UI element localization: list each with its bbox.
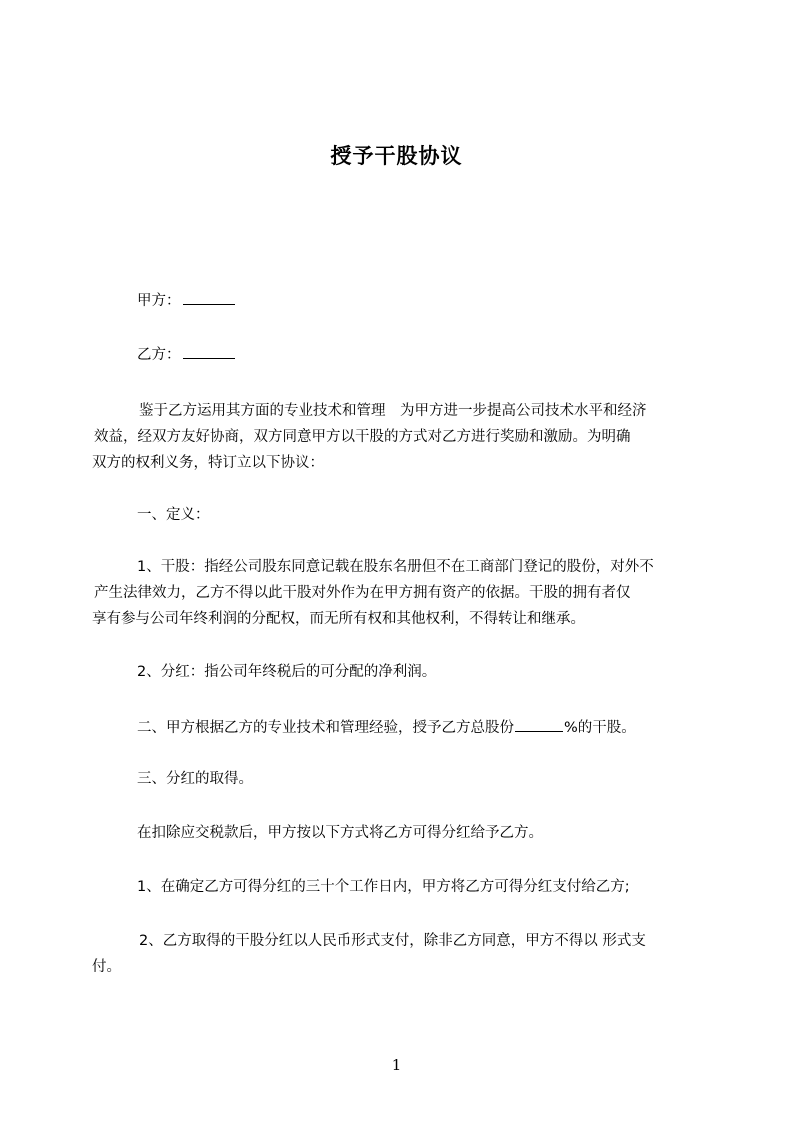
party-a-line [137, 290, 235, 311]
share-percent-blank [515, 717, 563, 732]
preamble-line-1: 鉴于乙方运用其方面的专业技术和管理 为甲方进一步提高公司技术水平和经济 [139, 403, 647, 419]
definition-1-line-3: 享有参与公司年终利润的分配权，而无所有权和其他权利，不得转让和继承。 [92, 611, 585, 627]
definition-1-line-2: 产生法律效力，乙方不得以此干股对外作为在甲方拥有资产的依据。干股的拥有者仅 [94, 585, 631, 601]
party-a-blank [183, 290, 235, 305]
section-1-heading: 一、定义： [137, 507, 210, 523]
preamble-line-3: 双方的权利义务，特订立以下协议： [92, 455, 324, 471]
section-3-item-1: 1、在确定乙方可得分红的三十个工作日内，甲方将乙方可得分红支付给乙方; [137, 879, 630, 895]
preamble-line-2: 效益，经双方友好协商，双方同意甲方以干股的方式对乙方进行奖励和激励。为明确 [94, 429, 631, 445]
section-2 [137, 717, 636, 738]
section-3-heading: 三、分红的取得。 [137, 771, 253, 787]
section-3-item-2-line-1: 2、乙方取得的干股分红以人民币形式支付，除非乙方同意，甲方不得以 形式支 [139, 933, 646, 949]
section-2-text: 二、甲方根据乙方的专业技术和管理经验，授予乙方总股份 [137, 720, 514, 736]
definition-2: 2、分红：指公司年终税后的可分配的净利润。 [137, 664, 437, 680]
party-a-label: 甲方： [137, 293, 181, 309]
section-3-item-2-line-2: 付。 [92, 959, 121, 975]
section-2-suffix: %的干股。 [564, 720, 636, 736]
section-3-intro: 在扣除应交税款后，甲方按以下方式将乙方可得分红给予乙方。 [137, 825, 543, 841]
party-b-line [137, 344, 235, 365]
document-title: 授予干股协议 [330, 144, 463, 168]
party-b-blank [183, 344, 235, 359]
definition-1-line-1: 1、干股：指经公司股东同意记载在股东名册但不在工商部门登记的股份，对外不 [137, 559, 654, 575]
page-number: 1 [391, 1056, 402, 1074]
party-b-label: 乙方： [137, 347, 181, 363]
